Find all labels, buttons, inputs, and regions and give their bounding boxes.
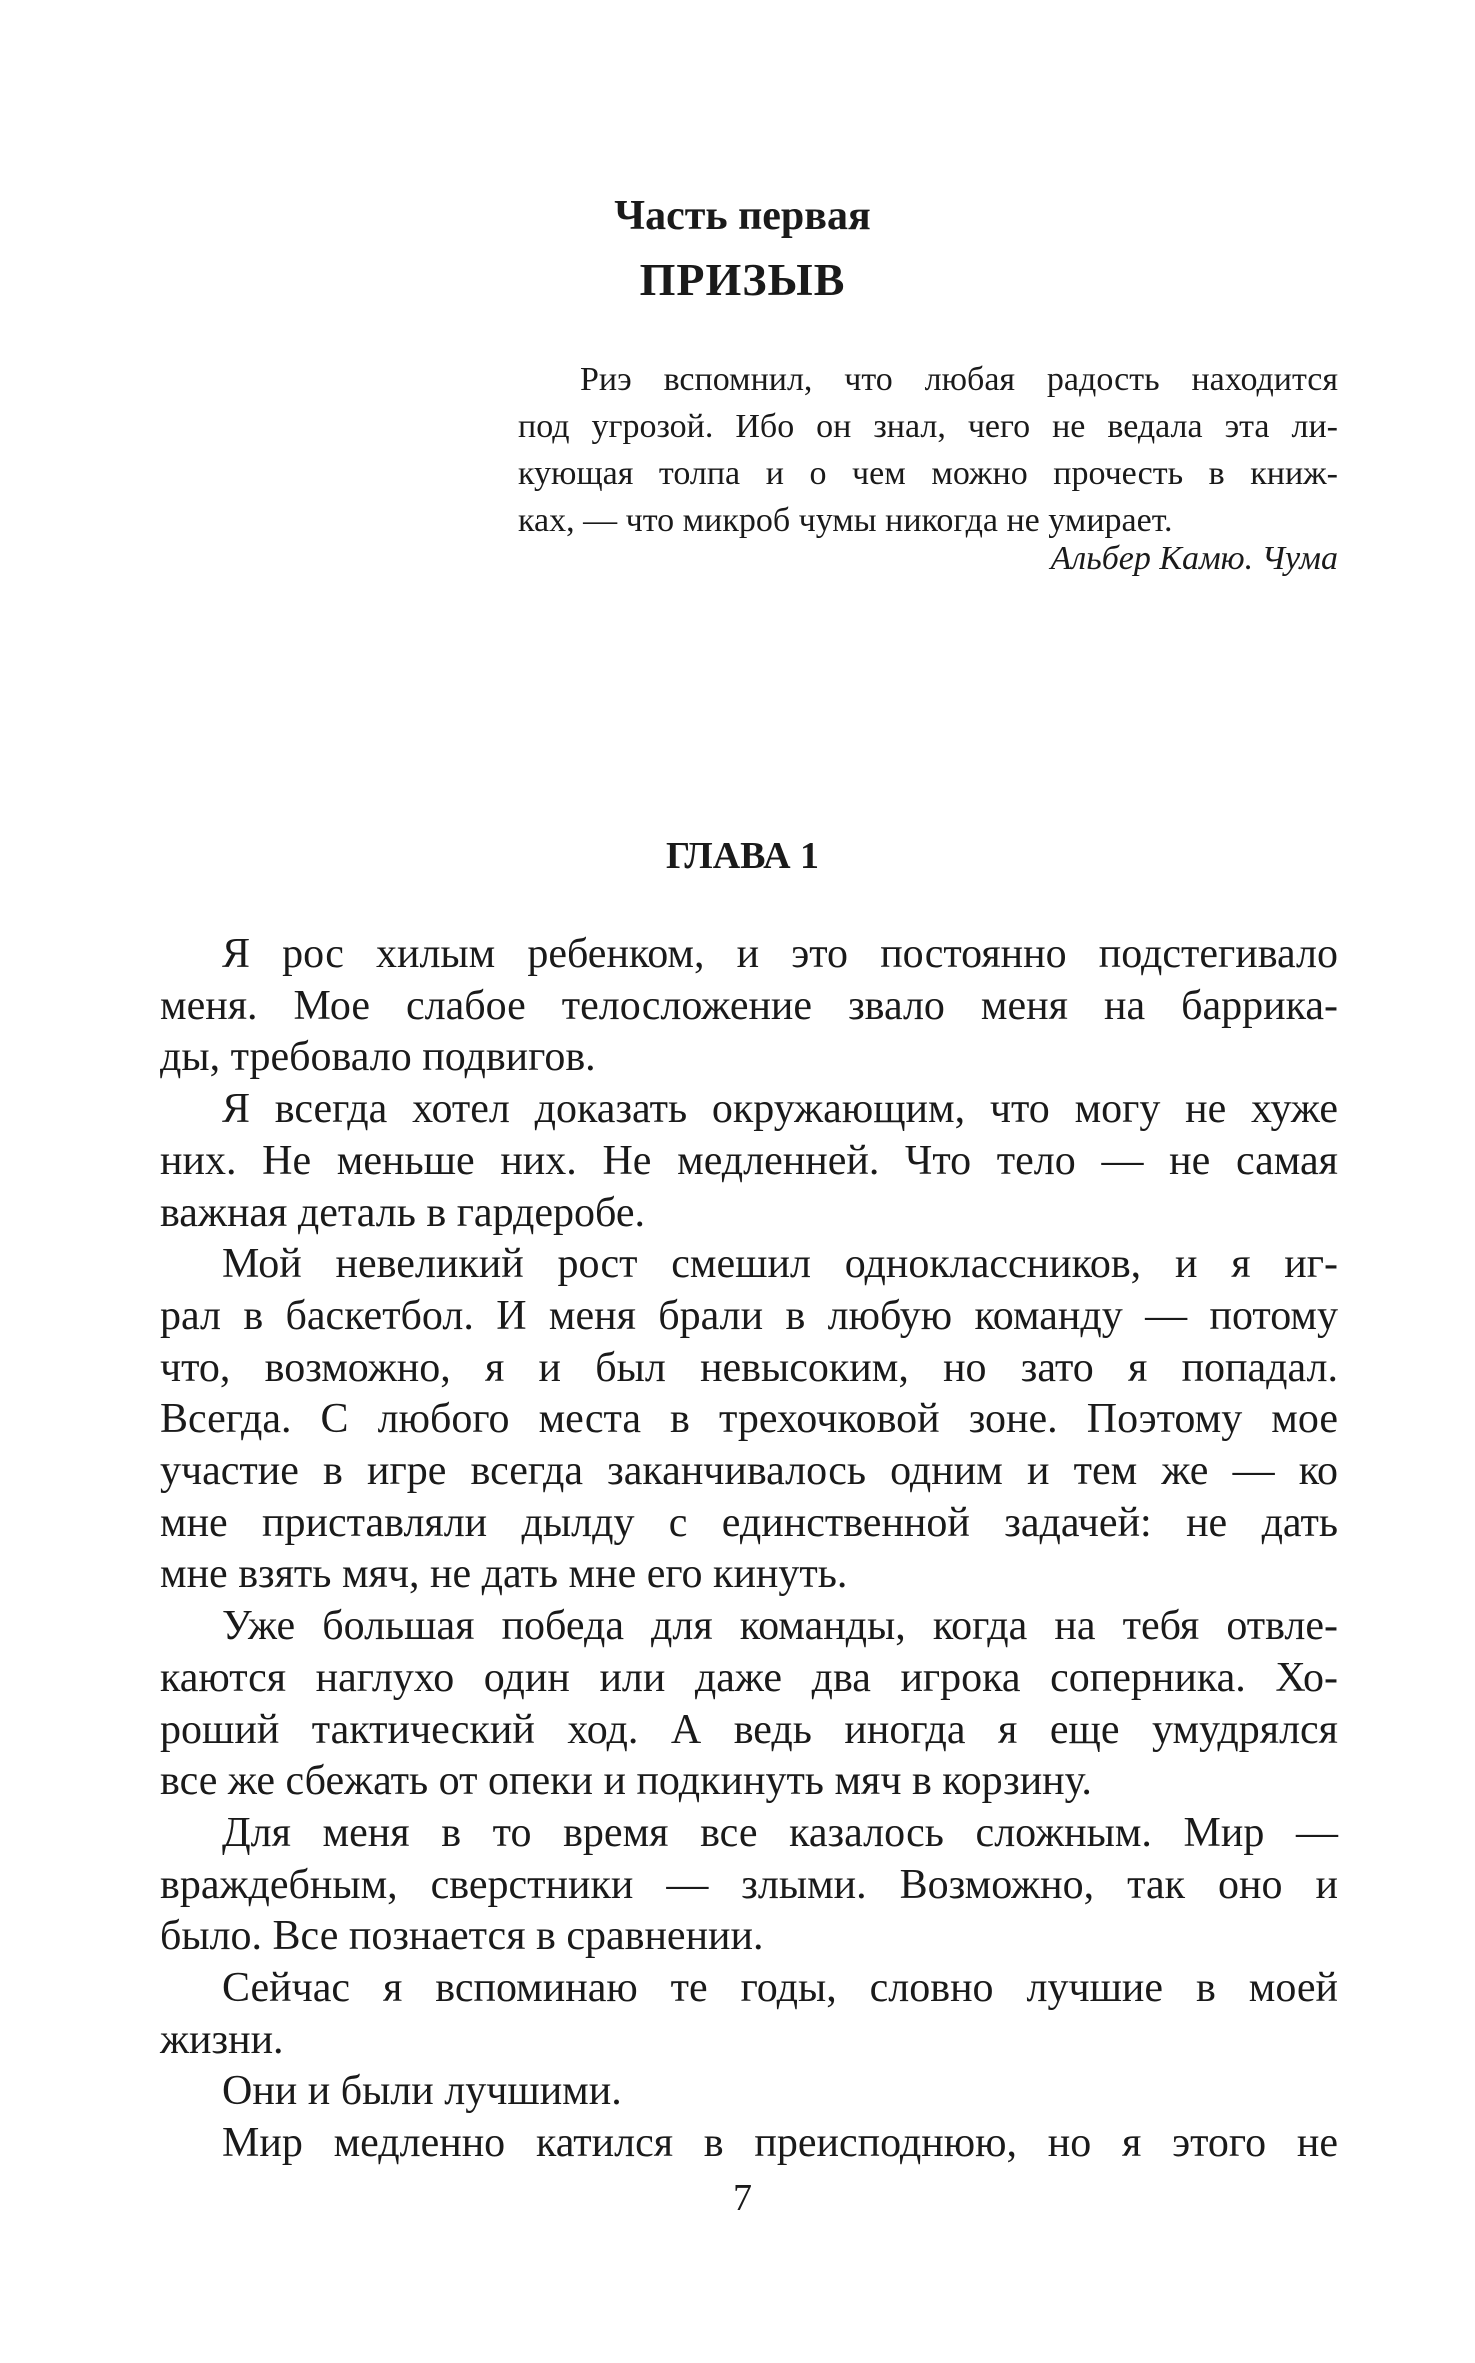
text-line: Всегда. С любого места в трехочковой зоне. Поэтому мое — [160, 1396, 1338, 1443]
text-line: Мой невеликий рост смешил одноклассников, и я иг- — [222, 1241, 1338, 1288]
text-line: рал в баскетбол. И меня брали в любую команду — потому — [160, 1292, 1338, 1339]
text-line: Они и были лучшими. — [222, 2068, 622, 2115]
text-line: каются наглухо один или даже два игрока соперника. Хо- — [160, 1654, 1338, 1701]
part-label: Часть первая — [614, 193, 871, 239]
text-line: жизни. — [160, 2016, 284, 2063]
page-number: 7 — [733, 2177, 752, 2219]
body-text — [160, 929, 1338, 2170]
text-line: меня. Мое слабое телосложение звало меня на баррика- — [160, 982, 1338, 1029]
epigraph-attribution: Альбер Камю. Чума — [1050, 540, 1338, 577]
text-line: Уже большая победа для команды, когда на тебя отвле- — [222, 1603, 1338, 1650]
text-line: важная деталь в гардеробе. — [160, 1189, 645, 1236]
epigraph-line: Риэ вспомнил, что любая радость находится — [580, 361, 1338, 398]
text-line: Я всегда хотел доказать окружающим, что могу не хуже — [222, 1086, 1338, 1133]
epigraph-line: кующая толпа и о чем можно прочесть в книж- — [518, 455, 1338, 492]
text-line: все же сбежать от опеки и подкинуть мяч в корзину. — [160, 1758, 1092, 1805]
text-line: Для меня в то время все казалось сложным. Мир — — [222, 1809, 1338, 1856]
text-line: было. Все познается в сравнении. — [160, 1913, 764, 1960]
text-line: них. Не меньше них. Не медленней. Что тело — не самая — [160, 1137, 1338, 1184]
epigraph — [518, 356, 1338, 544]
text-line: ды, требовало подвигов. — [160, 1034, 596, 1081]
text-line: Сейчас я вспоминаю те годы, словно лучшие в моей — [222, 1965, 1338, 2012]
epigraph-line: под угрозой. Ибо он знал, чего не ведала эта ли- — [518, 408, 1338, 445]
epigraph-line: ках, — что микроб чумы никогда не умирает. — [518, 502, 1173, 539]
chapter-heading: ГЛАВА 1 — [665, 835, 820, 877]
text-line: роший тактический ход. А ведь иногда я еще умудрялся — [160, 1706, 1338, 1753]
part-title: ПРИЗЫВ — [639, 254, 846, 305]
text-line: Мир медленно катился в преисподнюю, но я этого не — [222, 2120, 1338, 2167]
text-line: враждебным, сверстники — злыми. Возможно, так оно и — [160, 1861, 1338, 1908]
text-line: участие в игре всегда заканчивалось одним и тем же — ко — [160, 1448, 1338, 1495]
text-line: Я рос хилым ребенком, и это постоянно подстегивало — [222, 931, 1338, 977]
text-line: что, возможно, я и был невысоким, но зато я попадал. — [160, 1344, 1338, 1391]
text-line: мне приставляли дылду с единственной задачей: не дать — [160, 1499, 1338, 1546]
text-line: мне взять мяч, не дать мне его кинуть. — [160, 1551, 848, 1598]
